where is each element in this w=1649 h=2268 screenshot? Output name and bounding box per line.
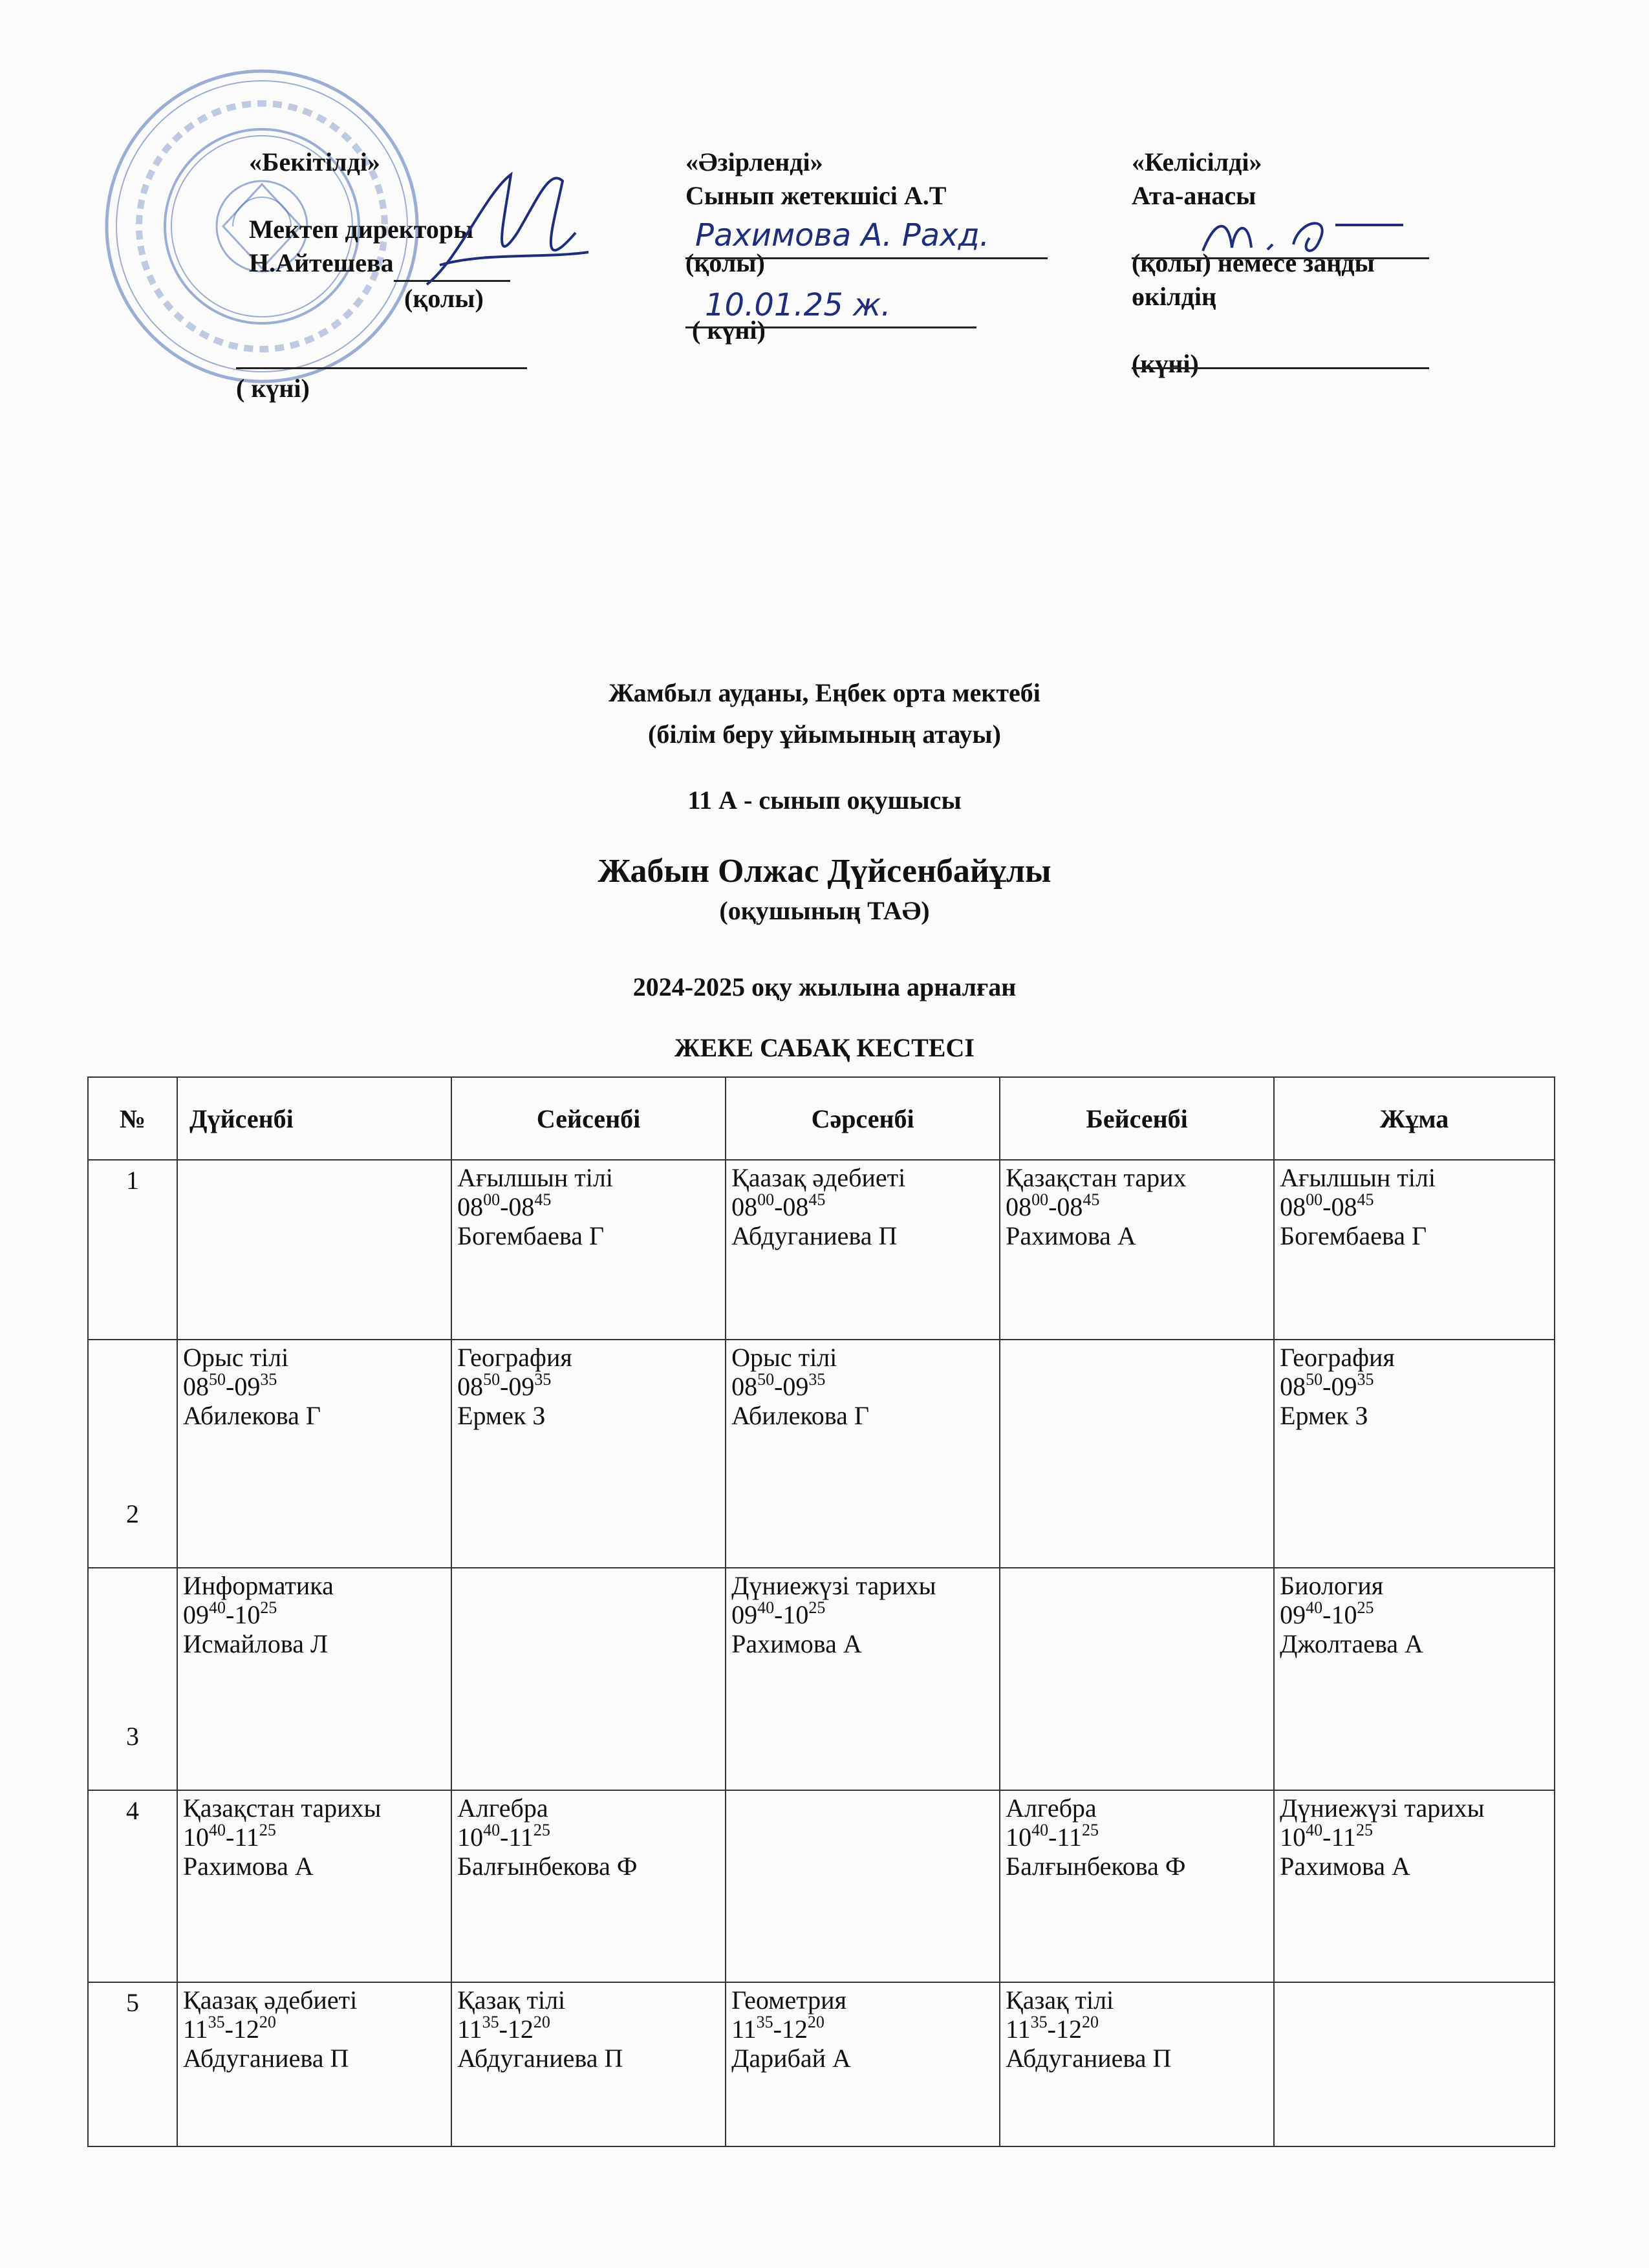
time-hours: 10 — [1006, 1823, 1032, 1852]
time-hours: 08 — [1006, 1192, 1032, 1221]
lesson-teacher: Дарибай А — [731, 2044, 851, 2073]
lesson-time: $10^{40}-11^{25}$ — [1006, 1820, 1099, 1852]
approval-role: Сынып жетекшісі А.Т — [685, 181, 947, 210]
lesson-cell — [451, 1160, 726, 1340]
time-hours: 10 — [457, 1823, 484, 1852]
lesson-cell — [726, 1982, 1000, 2146]
approval-date-label: ( күні) — [236, 374, 310, 403]
time-minutes: 40 — [1306, 1820, 1323, 1839]
time-hours: 08 — [508, 1192, 535, 1221]
approval-date-label: (күні) — [1132, 349, 1199, 378]
date-line — [1132, 367, 1429, 369]
parent-signature-icon — [1196, 206, 1403, 264]
time-hours: 11 — [457, 2015, 482, 2044]
student-name: Жабын Олжас Дүйсенбайұлы — [598, 853, 1051, 890]
lesson-time: $10^{40}-11^{25}$ — [1280, 1820, 1373, 1852]
column-header-day: Бейсенбі — [1000, 1077, 1274, 1160]
time-minutes: 40 — [757, 1598, 775, 1617]
time-minutes: 25 — [1081, 1820, 1099, 1839]
lesson-teacher: Абилекова Г — [731, 1401, 870, 1430]
time-hours: 10 — [183, 1823, 210, 1852]
lesson-cell — [1000, 1790, 1274, 1982]
time-hours: 08 — [1280, 1192, 1306, 1221]
time-minutes: 40 — [209, 1598, 226, 1617]
lesson-teacher: Абдуганиева П — [457, 2044, 623, 2073]
time-hours: 11 — [731, 2015, 757, 2044]
lesson-subject: Қазақстан тарих — [1006, 1163, 1187, 1192]
time-minutes: 45 — [534, 1190, 552, 1209]
lesson-teacher: Джолтаева А — [1280, 1629, 1423, 1658]
table-row — [88, 1568, 1555, 1790]
approval-title: «Келісілді» — [1132, 147, 1262, 177]
handwritten-date: 10.01.25 ж. — [705, 287, 891, 323]
lesson-subject: Ағылшын тілі — [457, 1163, 613, 1192]
time-minutes: 25 — [259, 1820, 276, 1839]
time-minutes: 00 — [757, 1190, 775, 1209]
time-minutes: 25 — [533, 1820, 550, 1839]
lesson-time: $08^{00}-08^{45}$ — [457, 1190, 552, 1221]
lesson-cell — [451, 1982, 726, 2146]
lesson-cell — [1274, 1982, 1555, 2146]
time-minutes: 45 — [1083, 1190, 1100, 1209]
time-minutes: 40 — [209, 1820, 226, 1839]
lesson-time: $11^{35}-12^{20}$ — [457, 2012, 550, 2044]
lesson-teacher: Богембаева Г — [457, 1221, 605, 1250]
lesson-cell — [451, 1790, 726, 1982]
lesson-time: $08^{00}-08^{45}$ — [731, 1190, 826, 1221]
column-header-day: Сәрсенбі — [726, 1077, 1000, 1160]
time-minutes: 40 — [483, 1820, 501, 1839]
time-hours: 08 — [457, 1192, 484, 1221]
lesson-number: 3 — [88, 1568, 177, 1790]
column-header-day: Жұма — [1274, 1077, 1555, 1160]
table-row — [88, 1160, 1555, 1340]
lesson-cell — [177, 1340, 451, 1568]
approval-role: Мектеп директоры — [249, 215, 474, 244]
school-name: Жамбыл ауданы, Еңбек орта мектебі — [609, 678, 1040, 707]
time-hours: 10 — [234, 1600, 261, 1629]
time-minutes: 50 — [1306, 1369, 1323, 1389]
lesson-teacher: Исмайлова Л — [183, 1629, 329, 1658]
lesson-subject: Геометрия — [731, 1985, 846, 2015]
lesson-cell — [1274, 1340, 1555, 1568]
lesson-teacher: Рахимова А — [1280, 1852, 1410, 1881]
lesson-subject: География — [1280, 1343, 1395, 1372]
lesson-time: $10^{40}-11^{25}$ — [183, 1820, 276, 1852]
time-minutes: 40 — [1306, 1598, 1323, 1617]
lesson-time: $10^{40}-11^{25}$ — [457, 1820, 550, 1852]
lesson-cell — [1274, 1568, 1555, 1790]
lesson-cell — [726, 1790, 1000, 1982]
school-name-caption: (білім беру ұйымының атауы) — [648, 720, 1001, 749]
time-minutes: 25 — [1357, 1598, 1374, 1617]
time-hours: 10 — [782, 1600, 809, 1629]
time-hours: 09 — [183, 1600, 210, 1629]
time-hours: 11 — [234, 1823, 259, 1852]
time-minutes: 20 — [533, 2012, 550, 2031]
lesson-cell — [177, 1160, 451, 1340]
time-minutes: 35 — [534, 1369, 552, 1389]
lesson-number: 1 — [88, 1160, 177, 1340]
time-hours: 08 — [1331, 1192, 1357, 1221]
lesson-subject: Қазақ тілі — [457, 1985, 566, 2015]
lesson-cell — [1274, 1790, 1555, 1982]
time-hours: 08 — [1280, 1372, 1306, 1401]
date-line — [685, 326, 976, 328]
lesson-teacher: Балғынбекова Ф — [1006, 1852, 1186, 1881]
lesson-number: 5 — [88, 1982, 177, 2146]
time-minutes: 35 — [482, 2012, 499, 2031]
director-signature-icon — [414, 155, 608, 323]
lesson-teacher: Абдуганиева П — [731, 1221, 898, 1250]
lesson-subject: Дүниежүзі тарихы — [731, 1571, 936, 1600]
time-hours: 08 — [731, 1372, 758, 1401]
time-minutes: 35 — [1030, 2012, 1048, 2031]
table-row — [88, 1982, 1555, 2146]
lesson-cell — [1000, 1568, 1274, 1790]
table-header-row — [88, 1077, 1555, 1160]
lesson-subject: Алгебра — [457, 1793, 548, 1823]
approval-title: «Бекітілді» — [249, 147, 380, 177]
lesson-subject: География — [457, 1343, 572, 1372]
lesson-subject: Биология — [1280, 1571, 1384, 1600]
lesson-time: $09^{40}-10^{25}$ — [1280, 1598, 1374, 1629]
table-row — [88, 1790, 1555, 1982]
lesson-cell — [177, 1568, 451, 1790]
lesson-cell — [1000, 1982, 1274, 2146]
lesson-cell — [451, 1568, 726, 1790]
time-minutes: 20 — [807, 2012, 824, 2031]
lesson-subject: Орыс тілі — [183, 1343, 289, 1372]
time-minutes: 50 — [209, 1369, 226, 1389]
time-hours: 12 — [781, 2015, 808, 2044]
time-minutes: 25 — [1355, 1820, 1373, 1839]
approval-role: Ата-анасы — [1132, 181, 1256, 210]
time-hours: 08 — [782, 1192, 809, 1221]
time-hours: 09 — [234, 1372, 261, 1401]
approval-name: Н.Айтешева — [249, 248, 394, 277]
lesson-subject: Информатика — [183, 1571, 334, 1600]
lesson-time: $08^{50}-09^{35}$ — [183, 1369, 277, 1401]
time-minutes: 50 — [757, 1369, 775, 1389]
approval-sign-label-2: өкілдің — [1132, 282, 1216, 311]
time-hours: 11 — [1006, 2015, 1031, 2044]
lesson-subject: Алгебра — [1006, 1793, 1097, 1823]
lesson-time: $08^{50}-09^{35}$ — [1280, 1369, 1374, 1401]
time-minutes: 25 — [260, 1598, 277, 1617]
lesson-subject: Дүниежүзі тарихы — [1280, 1793, 1485, 1823]
lesson-teacher: Рахимова А — [1006, 1221, 1136, 1250]
class-line: 11 А - сынып оқушысы — [687, 786, 962, 815]
lesson-cell — [177, 1982, 451, 2146]
approval-date-left — [236, 372, 310, 405]
time-hours: 12 — [507, 2015, 534, 2044]
lesson-subject: Орыс тілі — [731, 1343, 837, 1372]
lesson-cell — [451, 1340, 726, 1568]
academic-year-line: 2024-2025 оқу жылына арналған — [632, 972, 1017, 1001]
lesson-time: $09^{40}-10^{25}$ — [183, 1598, 277, 1629]
lesson-subject: Қаазақ әдебиеті — [731, 1163, 906, 1192]
handwritten-teacher-signature: Рахимова А. Рахд. — [695, 217, 990, 253]
time-hours: 08 — [1057, 1192, 1083, 1221]
approval-sign-label: (қолы) немесе заңды — [1132, 248, 1375, 277]
lesson-number: 4 — [88, 1790, 177, 1982]
time-hours: 08 — [183, 1372, 210, 1401]
date-line — [236, 367, 527, 369]
time-hours: 11 — [1057, 1823, 1082, 1852]
time-hours: 10 — [1331, 1600, 1357, 1629]
lesson-cell — [726, 1340, 1000, 1568]
lesson-teacher: Ермек З — [457, 1401, 546, 1430]
lesson-subject: Қаазақ әдебиеті — [183, 1985, 358, 2015]
student-name-caption: (оқушының ТАӘ) — [719, 896, 930, 925]
lesson-teacher: Богембаева Г — [1280, 1221, 1427, 1250]
lesson-time: $09^{40}-10^{25}$ — [731, 1598, 826, 1629]
lesson-cell — [177, 1790, 451, 1982]
lesson-cell — [1000, 1160, 1274, 1340]
lesson-cell — [1274, 1160, 1555, 1340]
lesson-time: $11^{35}-12^{20}$ — [183, 2012, 276, 2044]
lesson-cell — [726, 1160, 1000, 1340]
time-hours: 09 — [782, 1372, 809, 1401]
time-minutes: 00 — [1031, 1190, 1049, 1209]
document-title: ЖЕКЕ САБАҚ КЕСТЕСІ — [674, 1033, 975, 1062]
time-hours: 10 — [1280, 1823, 1306, 1852]
lesson-time: $08^{50}-09^{35}$ — [457, 1369, 552, 1401]
lesson-time: $08^{50}-09^{35}$ — [731, 1369, 826, 1401]
table-row — [88, 1340, 1555, 1568]
lesson-subject: Қазақ тілі — [1006, 1985, 1114, 2015]
time-hours: 11 — [1331, 1823, 1356, 1852]
time-minutes: 00 — [1306, 1190, 1323, 1209]
lesson-teacher: Ермек З — [1280, 1401, 1368, 1430]
lesson-cell — [1000, 1340, 1274, 1568]
time-minutes: 50 — [483, 1369, 501, 1389]
lesson-teacher: Абилекова Г — [183, 1401, 321, 1430]
time-hours: 11 — [508, 1823, 534, 1852]
schedule-table — [87, 1076, 1555, 2147]
time-minutes: 40 — [1031, 1820, 1049, 1839]
lesson-number: 2 — [88, 1340, 177, 1568]
lesson-teacher: Балғынбекова Ф — [457, 1852, 638, 1881]
time-minutes: 35 — [756, 2012, 773, 2031]
time-minutes: 35 — [808, 1369, 826, 1389]
time-hours: 09 — [731, 1600, 758, 1629]
lesson-cell — [726, 1568, 1000, 1790]
approval-sign-label: (қолы) — [685, 248, 765, 277]
approval-date-label: ( күні) — [692, 316, 766, 345]
time-hours: 11 — [183, 2015, 208, 2044]
time-hours: 12 — [1055, 2015, 1082, 2044]
approval-title: «Әзірленді» — [685, 147, 823, 177]
lesson-subject: Ағылшын тілі — [1280, 1163, 1436, 1192]
approval-sign-label: (қолы) — [404, 284, 484, 313]
lesson-time: $11^{35}-12^{20}$ — [731, 2012, 824, 2044]
time-minutes: 25 — [808, 1598, 826, 1617]
signature-line — [685, 257, 1048, 259]
lesson-time: $08^{00}-08^{45}$ — [1006, 1190, 1100, 1221]
time-minutes: 20 — [259, 2012, 276, 2031]
time-minutes: 45 — [1357, 1190, 1374, 1209]
time-hours: 08 — [457, 1372, 484, 1401]
lesson-time: $08^{00}-08^{45}$ — [1280, 1190, 1374, 1221]
time-hours: 12 — [233, 2015, 259, 2044]
time-hours: 09 — [1331, 1372, 1357, 1401]
time-minutes: 35 — [208, 2012, 225, 2031]
time-minutes: 00 — [483, 1190, 501, 1209]
lesson-teacher: Рахимова А — [731, 1629, 862, 1658]
lesson-teacher: Абдуганиева П — [1006, 2044, 1172, 2073]
lesson-teacher: Абдуганиева П — [183, 2044, 349, 2073]
time-minutes: 20 — [1081, 2012, 1099, 2031]
time-minutes: 35 — [1357, 1369, 1374, 1389]
time-minutes: 35 — [260, 1369, 277, 1389]
time-hours: 08 — [731, 1192, 758, 1221]
column-header-day: Сейсенбі — [451, 1077, 726, 1160]
lesson-teacher: Рахимова А — [183, 1852, 314, 1881]
column-header-number: № — [88, 1077, 177, 1160]
time-hours: 09 — [508, 1372, 535, 1401]
lesson-subject: Қазақстан тарихы — [183, 1793, 382, 1823]
time-hours: 09 — [1280, 1600, 1306, 1629]
time-minutes: 45 — [808, 1190, 826, 1209]
lesson-time: $11^{35}-12^{20}$ — [1006, 2012, 1099, 2044]
column-header-day: Дүйсенбі — [177, 1077, 451, 1160]
